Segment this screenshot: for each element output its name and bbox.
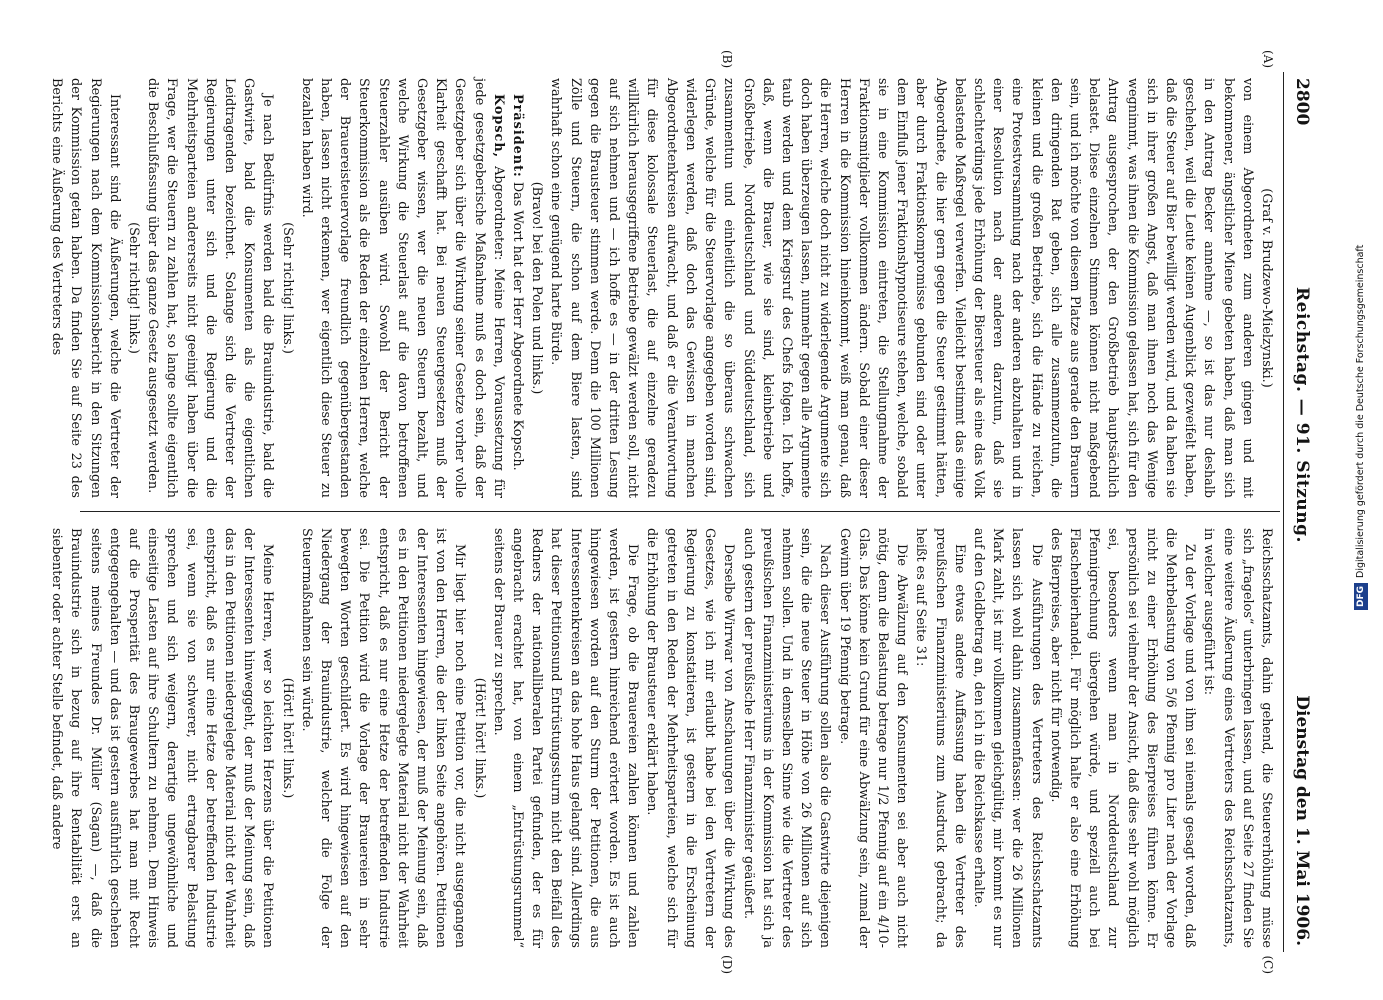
page-number: 2800 [1292,78,1312,126]
margin-mark-d: (D) [720,955,734,974]
digitization-credit [1351,228,1371,610]
left-column [47,78,1276,498]
column-divider [80,511,1280,512]
speaker-label: Präsident: [510,94,526,178]
credit-text: Digitalisierung gefördert durch die Deutsche Forschungsgemeinschaft [1355,244,1366,578]
paragraph: Meine Herren, wer so leichten Herzens über die Petitionen der Interessenten hinweggeht, der muß der Meinung sein, daß das in den Petitionen niedergelegte Material nicht der Wahrheit entspricht, daß es nur eine Hetze der betreffenden Industrie sei, wenn sie von schwerer, nicht ertragbarer Belastung sprechen und sich weigern, derartige ungewöhnliche und einseitige Lasten auf ihre Schultern zu nehmen. Dem Hinweis auf die Prosperität des Braugewerbes hat man mit Recht entgegengehalten — und das ist gestern ausführlich geschehen seitens meines Freundes Dr. Müller (Sagan) —, daß die Brauindustrie sich in bezug auf ihre Rentabilität erst an siebenter oder achter Stelle befindet, daß andere [49,528,276,948]
quoted-paragraph: Die Abwälzung auf den Konsumenten sei aber auch nicht nötig, denn die Belastung betrage nur 1/2 Pfennig auf ein 4/10-Glas. Das könne kein Grund für eine Abwälzung sein, zumal der Gewinn über 19 Pfennig betrage. [836,528,910,948]
paragraph: Eine etwas andere Auffassung haben die Vertreter des preußischen Finanzministeriums zum Ausdruck gebracht; da heißt es auf Seite 31: [913,528,967,948]
header-rule [1283,72,1284,952]
paragraph: Die Frage, ob die Brauereien zahlen können und zahlen werden, ist gestern hinreichend erörtert worden. Es ist auch hingewiesen worden auf den Sturm der Petitionen, die aus Interessentenkreisen an das hohe Haus gelangt sind. Allerdings hat dieser Petitionsund Entrüstungssturm nicht den Beifall des Redners der nationalliberalen Partei gefunden, der es für angebracht erachtet hat, von einem „Entrüstungsrummel“ seitens der Brauer zu sprechen. [490,528,641,948]
paragraph: Die Ausführungen des Vertreters des Reichsschatzamts lassen sich wohl dahin zusammenfassen: wer die 26 Millionen Mark zahlt, ist mir vollkommen gleichgültig, mir kommt es nur auf den Geldbetrag an, den ich in die Reichskasse erhalte. [970,528,1044,948]
reaction-note: (Sehr richtig! links.) [126,222,142,354]
reaction-note: (Hört! hört! links.) [471,677,487,799]
speaker-attribution: (Graf v. Brudzewo-Mielzynski.) [1259,188,1274,388]
dfg-logo: DFG [1354,583,1368,610]
reaction-note: (Sehr richtig! links.) [279,222,295,354]
margin-mark-a: (A) [1261,50,1275,69]
paragraph: von einem Abgeordneten zum anderen gingen und mit bekommener, ängstlicher Miene gebeten haben, daß man sich in den Antrag Becker annehme —, so ist das nur deshalb geschehen, weil die Leute keinen Augenblick gezweifelt haben, daß die Steuer auf Bier bewilligt werden wird, und da haben sie sich in ihrer großen Angst, daß man ihnen noch das Wenige wegnimmt, was ihnen die Kommission gelassen hat, sich für den Antrag ausgesprochen, der den Großbetrieb hauptsächlich belastet. Diese einzelnen Stimmen können nicht maßgebend sein, und ich möchte von diesem Platze aus gerade den Brauern den dringenden Rat geben, sich alle zusammenzutun, die kleinen und die großen Betriebe, sich die Hände zu reichen, eine Protestversammlung nach der anderen abzuhalten und in einer Resolution nach der anderen darzutun, daß sie schlechterdings jede Erhöhung der Biersteuer als eine das Volk belastende Maßregel verwerfen. Vielleicht bestimmt das einige Abgeordnete, die hier gern gegen die Steuer gestimmt hätten, aber durch Fraktionskompromisse gebunden sind oder unter dem Einfluß jener Fraktionshypnotiseure stehen, welche, sobald sie in eine Kommission eintreten, die Stellungnahme der Fraktionsmitglieder vollkommen ändern. Sobald einer dieser Herren in die Kommission hineinkommt, weiß man genau, daß die Herren, welche doch nicht zu widerlegende Argumente sich doch haben überzeugen lassen, nunmehr gegen alle Argumente taub werden und dem Kriegsruf des Chefs folgen. Ich hoffe, daß, wenn die Brauer, wie sie sind, kleinbetriebe und Großbetriebe, Norddeutschland und Süddeutschland, sich zusammentun und einheitlich die so überaus schwachen Gründe, welche für die Steuervorlage angegeben worden sind, widerlegen werden, daß doch das Gewissen in manchen Abgeordnetenkreisen aufwacht, und daß er die Verantwortung für diese kolossale Steuerlast, die auf einzelne geradezu willkürlich herausgegriffene Betriebe gewälzt werden soll, nicht auf sich nehmen und — ich hoffe es — in der dritten Lesung gegen die Brausteuer stimmen werde. Denn die 100 Millionen Zölle und Steuern, die schon auf dem Biere lasten, sind wahrhaft schon eine genügend harte Bürde. [548,78,1255,498]
speaker-label: Kopsch, [490,94,506,159]
paragraph: Je nach Bedürfnis werden bald die Brauindustrie, bald die Gastwirte, bald die Konsumenten als die eigentlichen Leidtragenden bezeichnet. Solange sich die Vertreter der Regierungen unter sich und die Regierung und die Mehrheitsparteien andererseits nicht geeinigt haben über die Frage, wer die Steuern zu zahlen hat, so lange sollte eigentlich die Beschlußfassung über das ganze Gesetz ausgesetzt werden. [145,78,276,498]
paragraph-text: Abgeordneter: Meine Herren, Voraussetzung für jede gesetzgeberische Maßnahme muß es doch sein, daß der Gesetzgeber sich über die Wirkung seiner Gesetze vorher volle Klarheit geschafft hat. Bei neuen Steuergesetzen muß der Gesetzgeber wissen, wer die neuen Steuern bezahlt, und welche Wirkung die Steuerlast auf die davon betroffenen Steuerzahler ausüben wird. Sowohl der Bericht der Steuerkommission als die Reden der einzelnen Herren, welche der Brauereisteuervorlage freundlich gegenübergestanden haben, lassen nicht erkennen, wer eigentlich diese Steuer zu bezahlen haben wird. [298,78,506,499]
header-date: Dienstag den 1. Mai 1906. [1292,695,1312,946]
reaction-note: (Bravo! bei den Polen und links.) [529,181,545,395]
paragraph: Derselbe Wirrwar von Anschauungen über die Wirkung des Gesetzes, wie ich mir erlaubt habe bei den Vertretern der Regierung zu konstatieren, ist gestern in die Erscheinung getreten in den Reden der Mehrheitsparteien, welche sich für die Erhöhung der Brausteuer erklärt haben. [644,528,737,948]
document-page [49,50,1322,974]
right-column [47,528,1276,948]
paragraph: Reichsschatzamts, dahin gehend, die Steuererhöhung müsse sich „fragelos“ unterbringen lassen, und auf Seite 27 finden Sie eine weitere Äußerung eines Vertreters des Reichsschatzamts, in welcher ausgeführt ist: [1201,528,1274,948]
header-title: Reichstag. — 91. Sitzung. [1292,287,1312,543]
paragraph-text: Das Wort hat der Herr Abgeordnete Kopsch. [510,181,526,471]
paragraph [297,78,508,498]
paragraph [508,78,527,498]
quoted-paragraph: Zu der Vorlage und von ihm sei niemals gesagt worden, daß die Mehrbelastung von 5/6 Pfennig pro Liter nach der Vorlage nicht zu einer Erhöhung des Bierpreises führen könne. Er persönlich sei vielmehr der Ansicht, daß dies sehr wohl möglich sei, besonders wenn man in Norddeutschland zur Pfennigrechnung übergehen würde, und speziell auch bei Flaschenbierhandel. Für möglich halte er also eine Erhöhung des Bierpreises, aber nicht für notwendig. [1047,528,1198,948]
paragraph: Interessant sind die Äußerungen, welche die Vertreter der Regierungen nach dem Kommissionsbericht in den Sitzungen der Kommission getan haben. Da finden Sie auf Seite 23 des Berichts eine Äußerung des Vertreters des [49,78,122,498]
margin-mark-b: (B) [720,50,734,69]
running-header [1286,72,1314,952]
paragraph: Mir liegt hier noch eine Petition vor, die nicht ausgegangen ist von den Herren, die der linken Seite angehören. Petitionen der Interessenten hingewiesen, der muß der Meinung sein, daß es in den Petitionen niedergelegte Material nicht der Wahrheit entspricht, daß es nur eine Hetze der betreffenden Industrie sei. Die Petition wird die Vorlage der Brauereien in sehr bewegten Worten geschildert. Es wird hingewiesen auf den Niedergang der Brauindustrie, welcher die Folge der Steuermaßnahmen sein würde. [298,528,468,948]
paragraph: Nach dieser Ausführung sollen also die Gastwirte diejenigen sein, die die neue Steuer in Höhe von 26 Millionen auf sich nehmen sollen. Und in demselben Sinne wie die Vertreter des preußischen Finanzministeriums in der Kommission hat sich ja auch gestern der preußische Herr Finanzminister geäußert. [740,528,833,948]
reaction-note: (Hört! hört! links.) [279,677,295,799]
margin-mark-c: (C) [1261,955,1275,974]
